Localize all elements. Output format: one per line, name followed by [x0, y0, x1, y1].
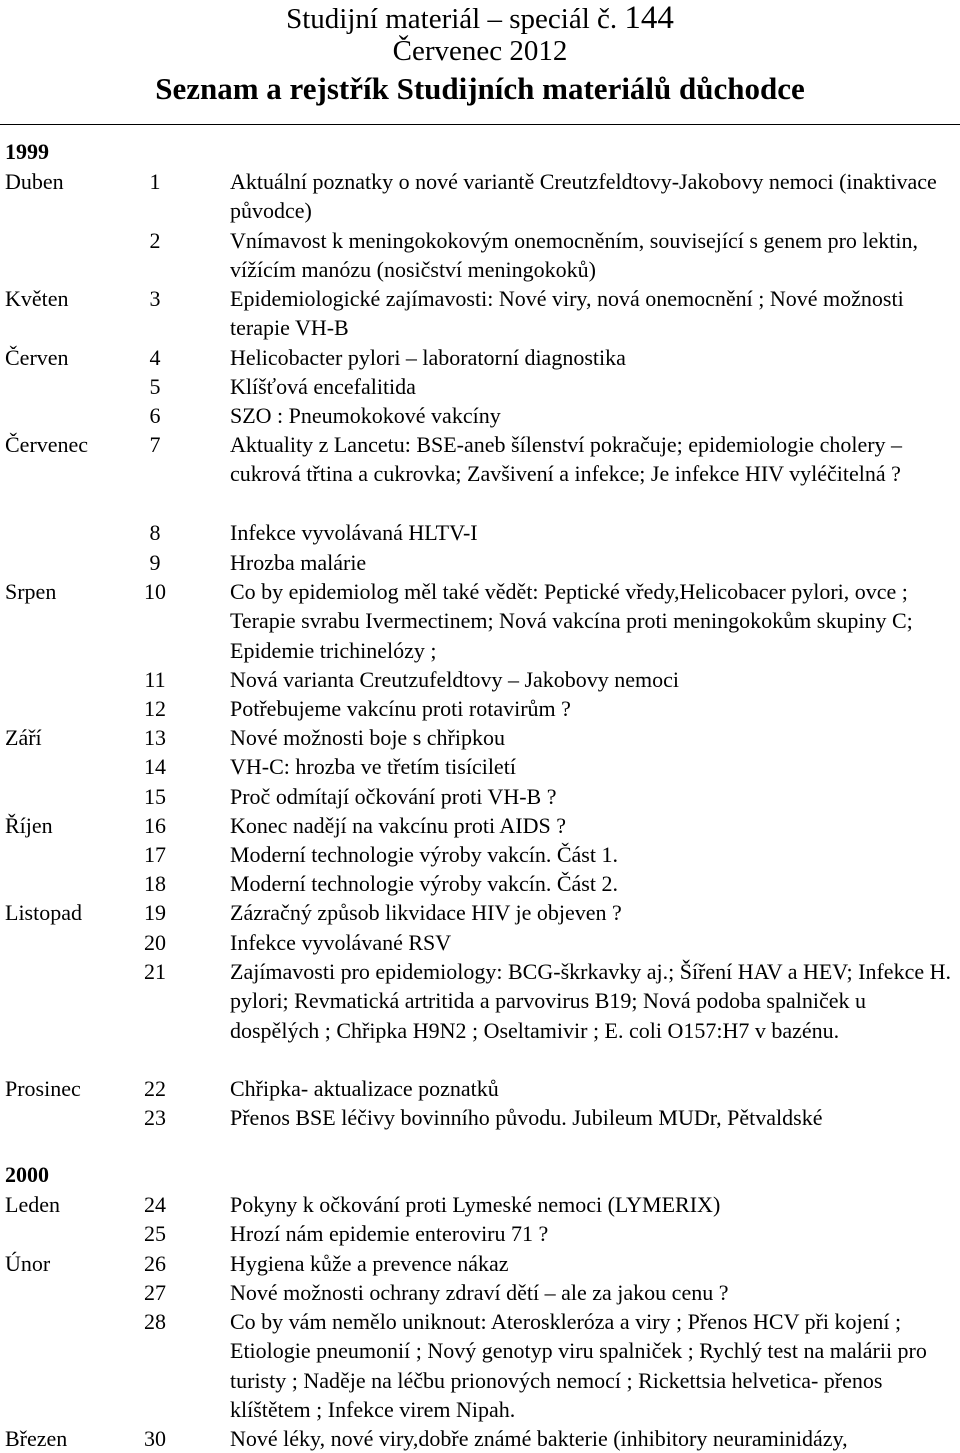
entry-number: 7	[149, 432, 161, 457]
entry-number: 3	[149, 286, 161, 311]
entry-month: Září	[5, 725, 42, 750]
page-title: Seznam a rejstřík Studijních materiálů důchodce	[155, 71, 805, 106]
entry-month: Říjen	[5, 813, 53, 838]
entry-title: Přenos BSE léčivy bovinního původu. Jubileum MUDr, Pětvaldské	[230, 1105, 823, 1130]
year-heading: 1999	[5, 139, 49, 164]
entry-month: Červen	[5, 345, 69, 370]
entry-number: 26	[144, 1251, 166, 1276]
entry-title: Zajímavosti pro epidemiology: BCG-škrkavky aj.; Šíření HAV a HEV; Infekce H. pylori; Revmatická artritida a parvovirus B19; Nová podoba spalniček u dospělých ; Chřipka H9N2 ; Oseltamivir ; E. coli O157:H7 v bazénu.	[230, 959, 951, 1043]
entry-number: 11	[144, 667, 166, 692]
entry-title: SZO : Pneumokokové vakcíny	[230, 403, 501, 428]
entry-number: 28	[144, 1309, 166, 1334]
entry-number: 15	[144, 784, 166, 809]
entry-title: Nové možnosti ochrany zdraví dětí – ale za jakou cenu ?	[230, 1280, 729, 1305]
entry-month: Prosinec	[5, 1076, 81, 1101]
header-divider	[0, 124, 960, 125]
entry-number: 2	[149, 228, 161, 253]
entry-title: Nové možnosti boje s chřipkou	[230, 725, 505, 750]
entry-number: 10	[144, 579, 166, 604]
header-line-1	[0, 0, 960, 37]
entry-title: Proč odmítají očkování proti VH-B ?	[230, 784, 557, 809]
entry-title: Infekce vyvolávané RSV	[230, 930, 452, 955]
entry-title: Infekce vyvolávaná HLTV-I	[230, 520, 478, 545]
entry-number: 16	[144, 813, 166, 838]
entry-number: 21	[144, 959, 166, 984]
header-date: Červenec 2012	[392, 35, 568, 67]
entry-month: Květen	[5, 286, 69, 311]
entry-title: Hrozí nám epidemie enteroviru 71 ?	[230, 1221, 549, 1246]
entry-month: Srpen	[5, 579, 57, 604]
entry-number: 4	[149, 345, 161, 370]
entry-number: 27	[144, 1280, 166, 1305]
entry-number: 18	[144, 871, 166, 896]
entry-number: 25	[144, 1221, 166, 1246]
entry-month: Listopad	[5, 900, 82, 925]
entry-number: 20	[144, 930, 166, 955]
entry-title: Moderní technologie výroby vakcín. Část 1.	[230, 842, 618, 867]
entry-title: Aktuální poznatky o nové variantě Creutzfeldtovy-Jakobovy nemoci (inaktivace původce)	[230, 169, 937, 224]
entry-title: Co by vám nemělo uniknout: Ateroskleróza a viry ; Přenos HCV při kojení ; Etiologie pneumonií ; Nový genotyp viru spalniček ; Rychlý test na malárii pro turisty ; Naděje na léčbu prionových nemocí ; Rickettsia helvetica- přenos klíštětem ; Infekce virem Nipah.	[230, 1309, 927, 1422]
entry-number: 12	[144, 696, 166, 721]
entry-title: Hrozba malárie	[230, 550, 367, 575]
header-issue-number: 144	[624, 0, 674, 36]
entry-number: 5	[149, 374, 161, 399]
entry-number: 30	[144, 1426, 166, 1451]
entry-number: 8	[149, 520, 161, 545]
entry-number: 17	[144, 842, 166, 867]
entry-title: Potřebujeme vakcínu proti rotavirům ?	[230, 696, 571, 721]
entry-title: Co by epidemiolog měl také vědět: Peptické vředy,Helicobacer pylori, ovce ; Terapie svrabu Ivermectinem; Nová vakcína proti meningokokům skupiny C; Epidemie trichinelózy ;	[230, 579, 913, 663]
entry-title: Hygiena kůže a prevence nákaz	[230, 1251, 509, 1276]
entry-title: Nové léky, nové viry,dobře známé bakterie (inhibitory neuraminidázy,	[230, 1426, 848, 1451]
entry-title: Pokyny k očkování proti Lymeské nemoci (LYMERIX)	[230, 1192, 721, 1217]
entry-title: Epidemiologické zajímavosti: Nové viry, nová onemocnění ; Nové možnosti terapie VH-B	[230, 286, 904, 341]
entry-month: Červenec	[5, 432, 89, 457]
entry-title: Aktuality z Lancetu: BSE-aneb šílenství pokračuje; epidemiologie cholery – cukrová třtina a cukrovka; Zavšivení a infekce; Je infekce HIV vyléčitelná ?	[230, 432, 903, 487]
year-heading: 2000	[5, 1162, 49, 1187]
entry-title: Zázračný způsob likvidace HIV je objeven ?	[230, 900, 622, 925]
entry-month: Leden	[5, 1192, 60, 1217]
entry-title: Helicobacter pylori – laboratorní diagnostika	[230, 345, 626, 370]
entry-title: VH-C: hrozba ve třetím tisíciletí	[230, 754, 516, 779]
entry-number: 1	[149, 169, 161, 194]
entry-month: Únor	[5, 1251, 51, 1276]
header-prefix: Studijní materiál – speciál č.	[286, 3, 618, 35]
entry-month: Duben	[5, 169, 64, 194]
entry-title: Nová varianta Creutzufeldtovy – Jakobovy nemoci	[230, 667, 680, 692]
entry-month: Březen	[5, 1426, 68, 1451]
entry-number: 9	[149, 550, 161, 575]
entry-number: 13	[144, 725, 166, 750]
entry-title: Konec nadějí na vakcínu proti AIDS ?	[230, 813, 567, 838]
entry-title: Klíšťová encefalitida	[230, 374, 416, 399]
entry-number: 6	[149, 403, 161, 428]
entry-number: 14	[144, 754, 166, 779]
entry-number: 22	[144, 1076, 166, 1101]
entry-title: Vnímavost k meningokokovým onemocněním, související s genem pro lektin, vížícím manózu (nosičství meningokoků)	[230, 228, 919, 283]
entry-number: 19	[144, 900, 166, 925]
entry-number: 24	[144, 1192, 166, 1217]
entry-title: Moderní technologie výroby vakcín. Část 2.	[230, 871, 618, 896]
entry-title: Chřipka- aktualizace poznatků	[230, 1076, 499, 1101]
entry-number: 23	[144, 1105, 166, 1130]
